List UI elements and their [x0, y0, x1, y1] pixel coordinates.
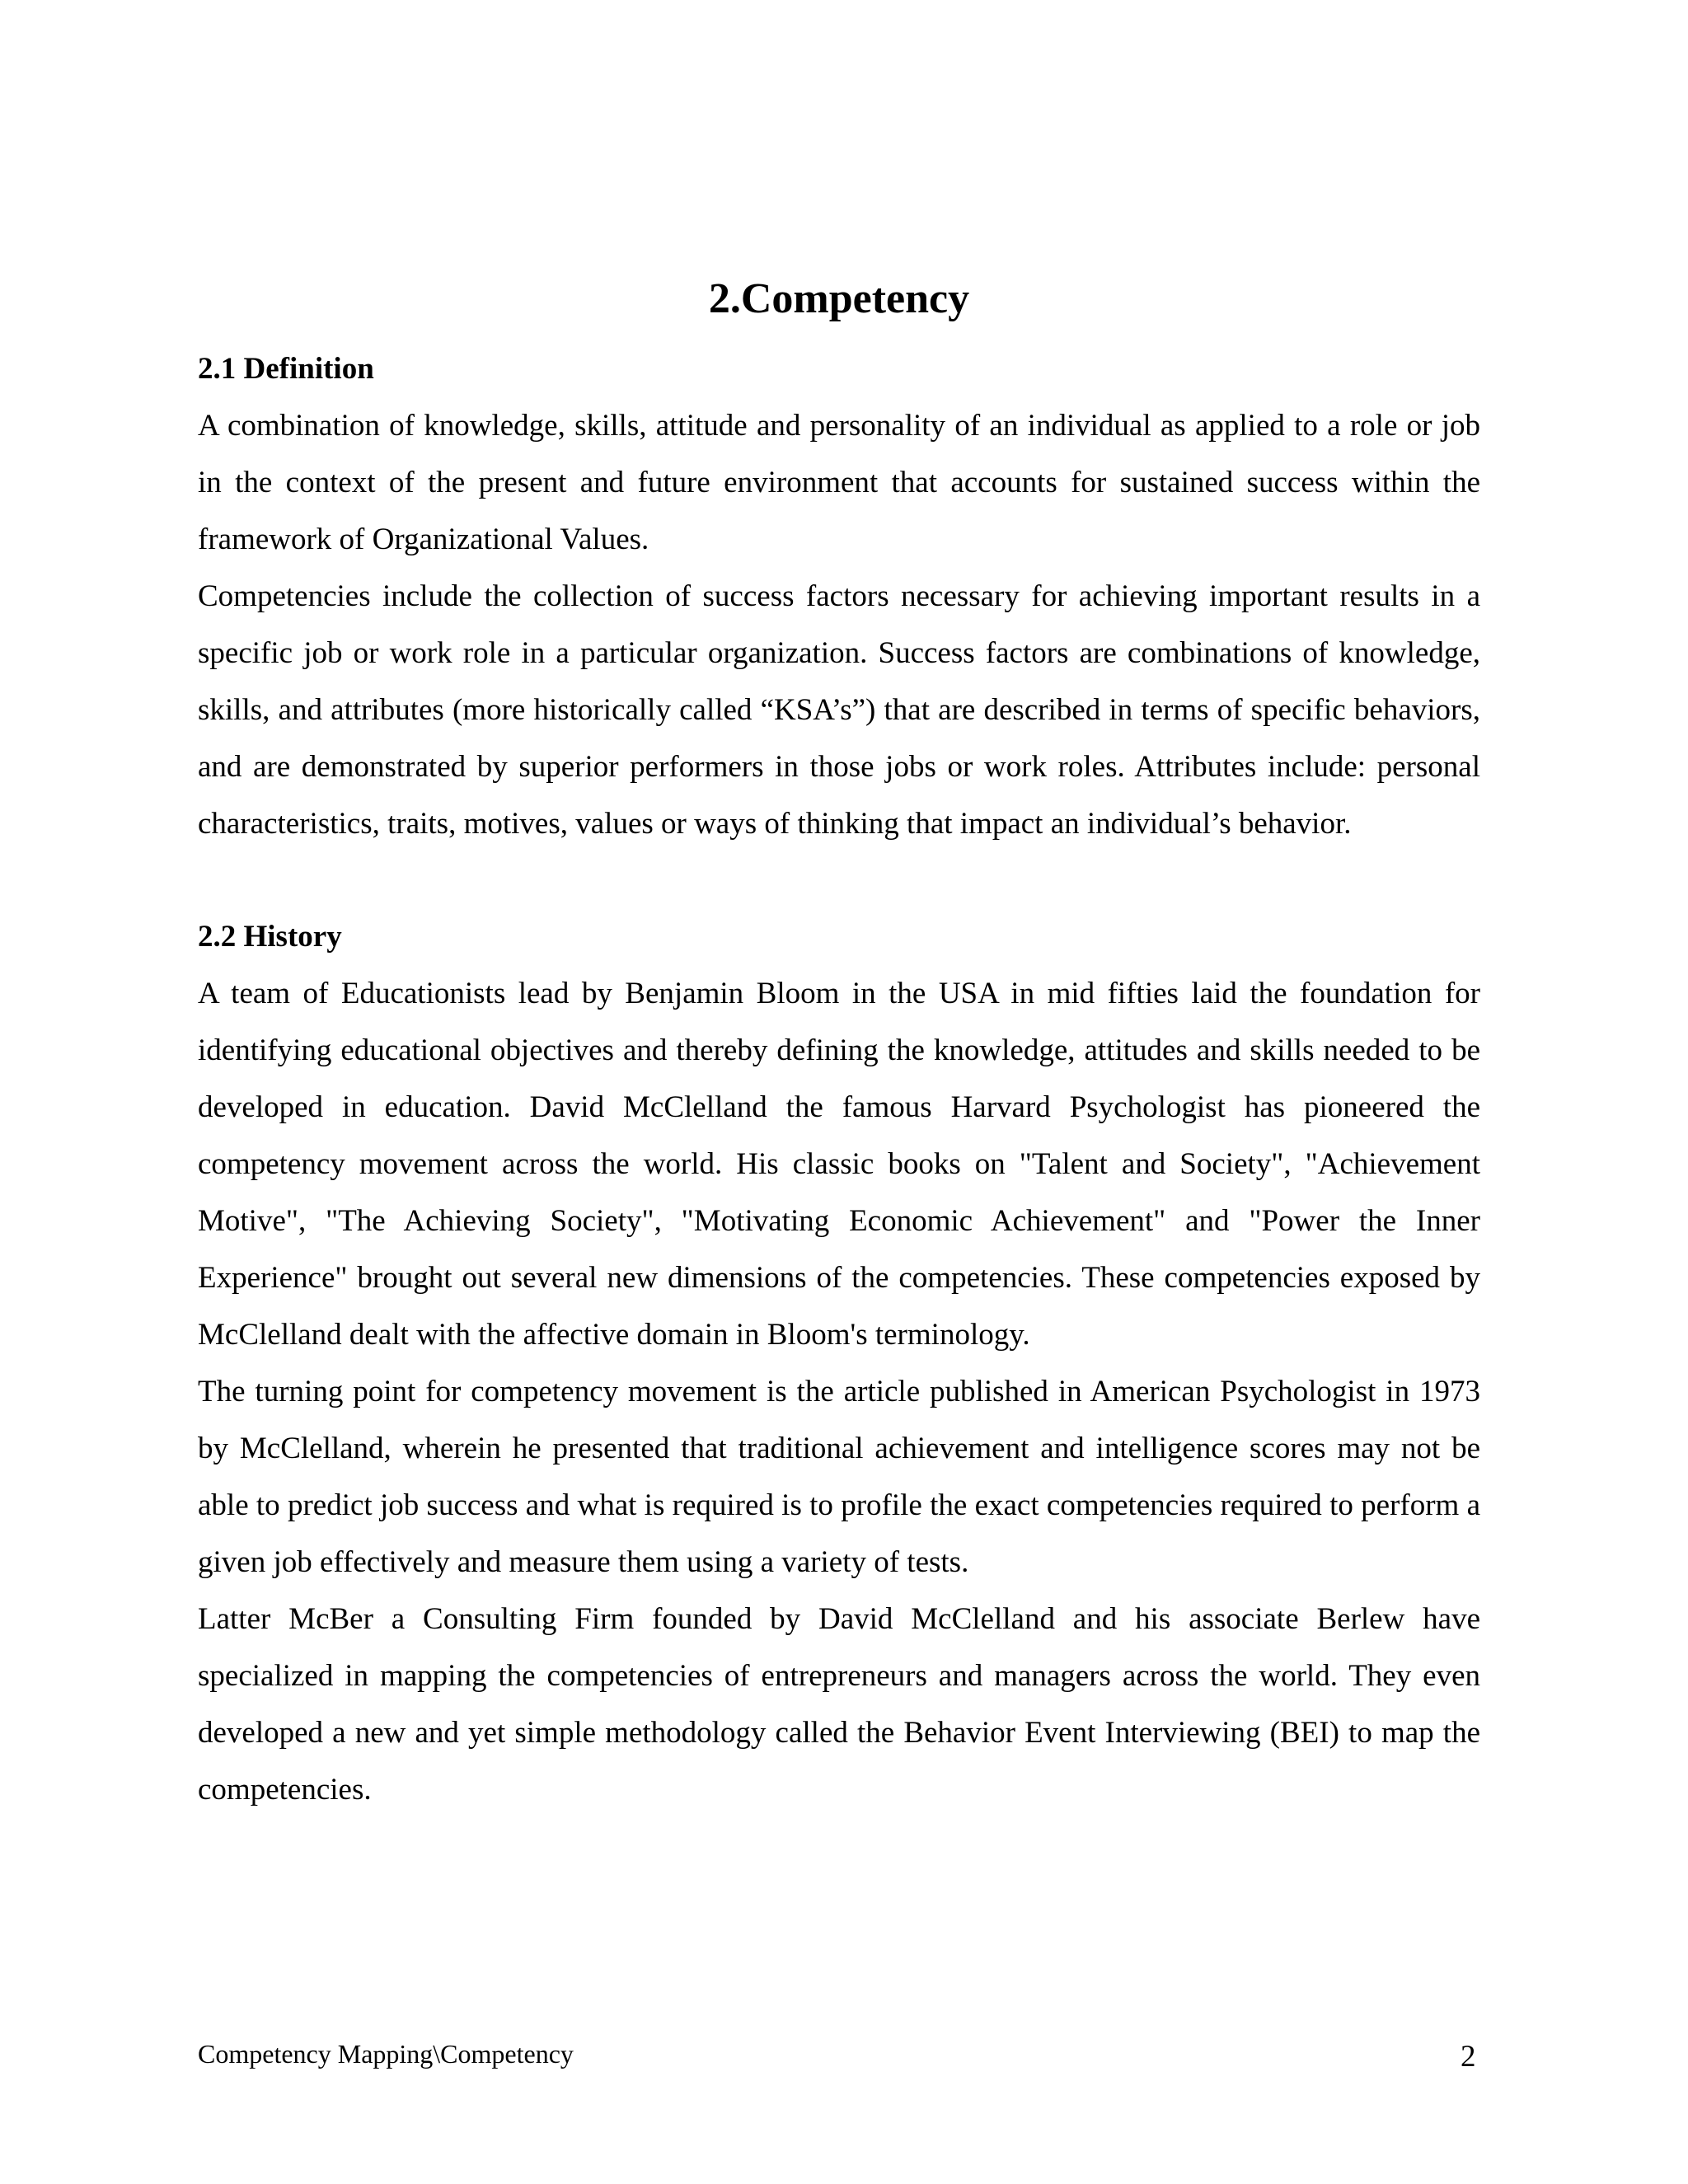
definition-paragraph: A combination of knowledge, skills, attitude and personality of an individual as applied to a role or job in the context of the present and future environment that accounts for sustained success within the framework of Organizational Values.	[198, 409, 1480, 556]
section-heading-definition: 2.1 Definition	[198, 352, 374, 386]
history-paragraph: The turning point for competency movement is the article published in American Psychologist in 1973 by McClelland, wherein he presented that traditional achievement and intelligence scores may not be able to predict job success and what is required is to profile the exact competencies required to perform a given job effectively and measure them using a variety of tests.	[198, 1375, 1480, 1579]
definition-paragraph: Competencies include the collection of success factors necessary for achieving important results in a specific job or work role in a particular organization. Success factors are combinations of knowledge, skills, and attributes (more historically called “KSA’s”) that are described in terms of specific behaviors, and are demonstrated by superior performers in those jobs or work roles. Attributes include: personal characteristics, traits, motives, values or ways of thinking that impact an individual’s behavior.	[198, 579, 1480, 841]
history-paragraph: Latter McBer a Consulting Firm founded by David McClelland and his associate Berlew have specialized in mapping the competencies of entrepreneurs and managers across the world. They even developed a new and yet simple methodology called the Behavior Event Interviewing (BEI) to map the competencies.	[198, 1602, 1480, 1807]
chapter-title: 2.Competency	[708, 275, 970, 322]
section-heading-history: 2.2 History	[198, 920, 342, 954]
footer-path: Competency Mapping\Competency	[198, 2039, 574, 2069]
page-content	[198, 264, 1480, 1818]
section-spacer	[198, 852, 1480, 909]
page-number: 2	[1461, 2040, 1476, 2074]
history-paragraph: A team of Educationists lead by Benjamin Bloom in the USA in mid fifties laid the foundation for identifying educational objectives and thereby defining the knowledge, attitudes and skills needed to be developed in education. David McClelland the famous Harvard Psychologist has pioneered the competency movement across the world. His classic books on "Talent and Society", "Achievement Motive", "The Achieving Society", "Motivating Economic Achievement" and "Power the Inner Experience" brought out several new dimensions of the competencies. These competencies exposed by McClelland dealt with the affective domain in Bloom's terminology.	[198, 977, 1480, 1352]
